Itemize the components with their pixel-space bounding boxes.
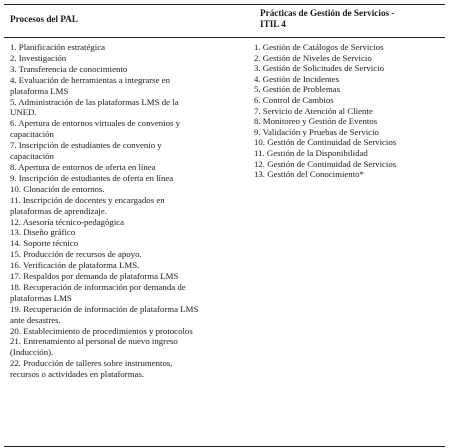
process-list-item: 22. Producción de talleres sobre instrumentos, recursos o actividades en plataformas.: [10, 358, 173, 380]
itil-practices-column: [254, 42, 445, 180]
itil-practice-list-item: 4. Gestión de Incidentes: [254, 73, 340, 84]
processes-column: [4, 42, 254, 380]
process-list-item: 2. Investigación: [10, 52, 67, 63]
process-list-item: 20. Establecimiento de procedimientos y protocolos: [10, 325, 193, 336]
process-list-item: 11. Inscripción de docentes y encargados en plataformas de aprendizaje.: [10, 194, 165, 216]
itil-practice-list-item: 3. Gestión de Solicitudes de Servicio: [254, 63, 384, 74]
process-list-item: 13. Diseño gráfico: [10, 227, 76, 238]
itil-practice-list-item: 7. Servicio de Atención al Cliente: [254, 105, 373, 116]
processes-table: [4, 4, 445, 447]
itil-practice-list-item: 11. Gestión de la Disponibilidad: [254, 147, 368, 158]
process-list-item: 10. Clonación de entornos.: [10, 183, 105, 194]
itil-practice-list-item: 9. Validación y Pruebas de Servicio: [254, 126, 379, 137]
table-bottom-rule: [4, 446, 445, 447]
process-list-item: 12. Asesoría técnico-pedagógica: [10, 216, 125, 227]
process-list-item: 4. Evaluación de herramientas a integrarse en plataforma LMS: [10, 74, 170, 96]
process-list-item: 3. Transferencia de conocimiento: [10, 63, 128, 74]
process-list-item: 8. Apertura de entornos de oferta en línea: [10, 161, 156, 172]
process-list-item: 21. Entrenamiento al personal de nuevo ingreso (Inducción).: [10, 336, 178, 358]
process-list-item: 7. Inscripción de estudiantes de convenio y capacitación: [10, 140, 162, 162]
itil-practice-list-item: 6. Control de Cambios: [254, 94, 334, 105]
itil-practice-list-item: 10. Gestión de Continuidad de Servicios: [254, 137, 397, 148]
itil-practice-list-item: 8. Monitoreo y Gestión de Eventos: [254, 116, 378, 127]
process-list-item: 6. Apertura de entornos virtuales de convenios y capacitación: [10, 118, 181, 140]
itil-practice-list-item: 1. Gestión de Catálogos de Servicios: [254, 42, 384, 52]
process-list-item: 1. Planificación estratégica: [10, 42, 106, 52]
table-header-row: [4, 5, 445, 37]
process-list-item: 9. Inscripción de estudiantes de oferta en línea: [10, 172, 174, 183]
process-list-item: 16. Verificación de plataforma LMS.: [10, 260, 140, 271]
itil-practice-list-item: 5. Gestión de Problemas: [254, 84, 341, 95]
itil-practice-list-item: 12. Gestión de Continuidad de Servicios: [254, 158, 397, 169]
itil-practice-list-item: 13. Gestión del Conocimiento*: [254, 169, 364, 180]
itil-practice-list-item: 2. Gestión de Niveles de Servicio: [254, 52, 372, 63]
process-list-item: 14. Soporte técnico: [10, 238, 79, 249]
process-list-item: 5. Administración de las plataformas LMS de la UNED.: [10, 96, 179, 118]
process-list-item: 19. Recuperación de información de plataforma LMS ante desastres.: [10, 303, 199, 325]
process-list-item: 17. Respaldos por demanda de plataforma LMS: [10, 271, 179, 282]
table-body: [4, 38, 445, 446]
process-list-item: 18. Recuperación de información por demanda de plataformas LMS: [10, 281, 186, 303]
header-itil-practices: Prácticas de Gestión de Servicios - ITIL 4: [260, 8, 395, 29]
header-processes: Procesos del PAL: [10, 14, 79, 24]
process-list-item: 15. Producción de recursos de apoyo.: [10, 249, 142, 260]
